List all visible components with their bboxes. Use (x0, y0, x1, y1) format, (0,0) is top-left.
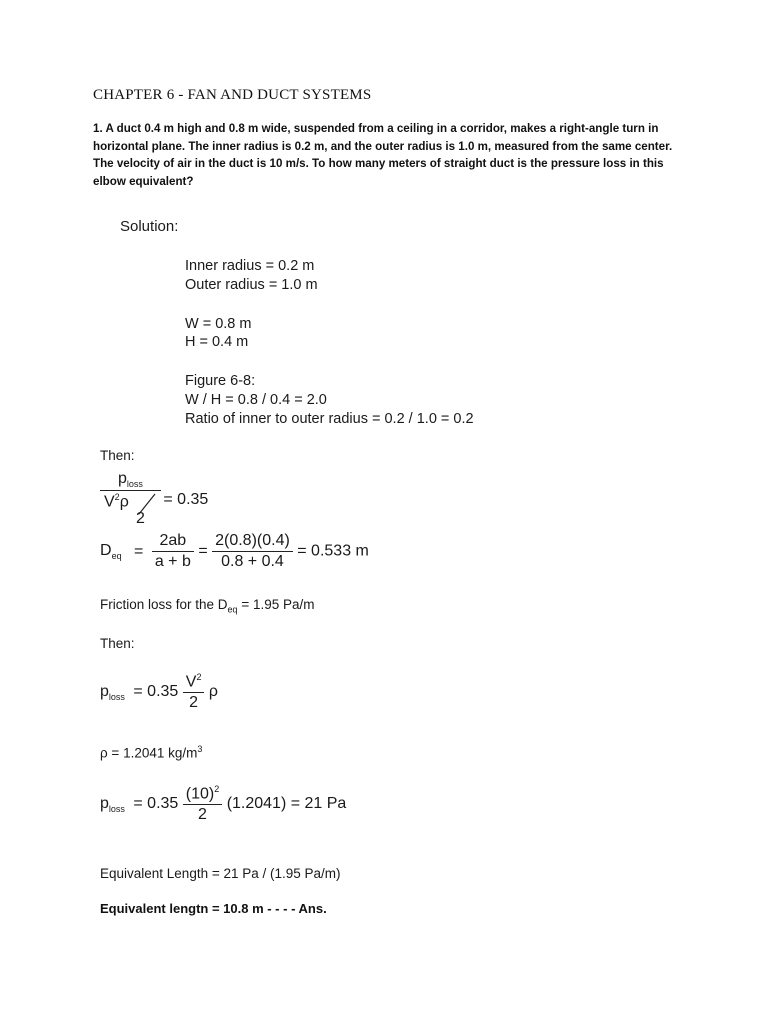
solution-heading: Solution: (120, 218, 179, 235)
eq4-fraction (183, 784, 222, 824)
eq2-result: = 0.533 m (297, 542, 369, 560)
width-line: W = 0.8 m (185, 316, 252, 332)
density-line (100, 744, 202, 761)
equation-pressure-loss (100, 672, 218, 712)
eq1-numerator-sub: loss (126, 479, 143, 490)
eq4-lhs: p (100, 794, 109, 812)
height-line: H = 0.4 m (185, 334, 249, 350)
figure-ref: Figure 6-8: (185, 373, 256, 389)
eq1-velocity: V (104, 493, 115, 511)
eq1-velocity-sup: 2 (114, 492, 120, 503)
eq4-numerator: (10) (185, 785, 215, 803)
eq2-lhs-sub: eq (111, 551, 122, 562)
density-value: ρ = 1.2041 kg/m (100, 745, 198, 761)
eq4-result: (1.2041) = 21 Pa (226, 795, 347, 813)
eq1-result: = 0.35 (163, 491, 209, 509)
chapter-title: CHAPTER 6 - FAN AND DUCT SYSTEMS (93, 87, 372, 103)
eq3-denominator: 2 (189, 694, 199, 712)
eq1-denominator-two: 2 (136, 510, 145, 528)
equation-loss-coefficient (100, 470, 208, 530)
eq3-lhs-sub: loss (108, 691, 125, 702)
eq4-lhs-sub: loss (108, 803, 125, 814)
then-label-1: Then: (100, 448, 135, 463)
eq1-numerator: p (118, 470, 127, 487)
problem-statement: 1. A duct 0.4 m high and 0.8 m wide, suspended from a ceiling in a corridor, makes a right-angle turn in horizontal plane. The inner radius is 0.2 m, and the outer radius is 1.0 m, measured from the same center. The velocity of air in the duct is 10 m/s. To how many meters of straight duct is the pressure loss in this elbow equivalent? (93, 122, 673, 188)
eq3-fraction (183, 672, 205, 712)
friction-loss-line (100, 597, 314, 615)
eq3-numerator-sup: 2 (196, 672, 202, 682)
eq2-f1-numerator: 2ab (152, 532, 194, 552)
then-label-2: Then: (100, 636, 135, 651)
radius-ratio-line: Ratio of inner to outer radius = 0.2 / 1.0 = 0.2 (185, 411, 474, 427)
eq2-f2-denominator: 0.8 + 0.4 (221, 553, 284, 570)
outer-radius-line: Outer radius = 1.0 m (185, 277, 318, 293)
eq4-numerator-sup: 2 (214, 784, 220, 794)
eq4-coefficient: = 0.35 (133, 795, 179, 813)
eq3-coefficient: = 0.35 (133, 683, 179, 701)
equation-equivalent-diameter: $D_{eq}$ = $\frac{2ab}{a + b}$ = $\frac{2(0.8)(0.4)}{0.8 + 0.4}$ = 0.533 m (100, 532, 369, 570)
inner-radius-line: Inner radius = 0.2 m (185, 258, 315, 274)
friction-value: = 1.95 Pa/m (237, 597, 315, 612)
density-sup: 3 (197, 744, 203, 754)
equation-pressure-loss-numeric (100, 784, 346, 824)
eq3-rho: ρ (208, 683, 219, 701)
eq2-lhs: D (100, 541, 112, 559)
eq1-rho: ρ (119, 493, 129, 511)
loss-coefficient-fraction (100, 470, 161, 530)
friction-label: Friction loss for the D (100, 597, 228, 612)
eq2-fraction-1 (152, 532, 194, 571)
equivalent-length-line: Equivalent Length = 21 Pa / (1.95 Pa/m) (100, 866, 341, 881)
eq4-denominator: 2 (198, 806, 207, 824)
wh-ratio-line: W / H = 0.8 / 0.4 = 2.0 (185, 392, 327, 408)
eq3-lhs: p (100, 682, 109, 700)
friction-sub: eq (227, 604, 238, 615)
answer-line: Equivalent lengtn = 10.8 m - - - - Ans. (100, 901, 327, 916)
eq2-fraction-2 (212, 532, 293, 571)
eq2-f2-numerator: 2(0.8)(0.4) (212, 532, 293, 552)
eq3-numerator: V (185, 673, 197, 691)
eq2-f1-denominator: a + b (154, 553, 191, 570)
